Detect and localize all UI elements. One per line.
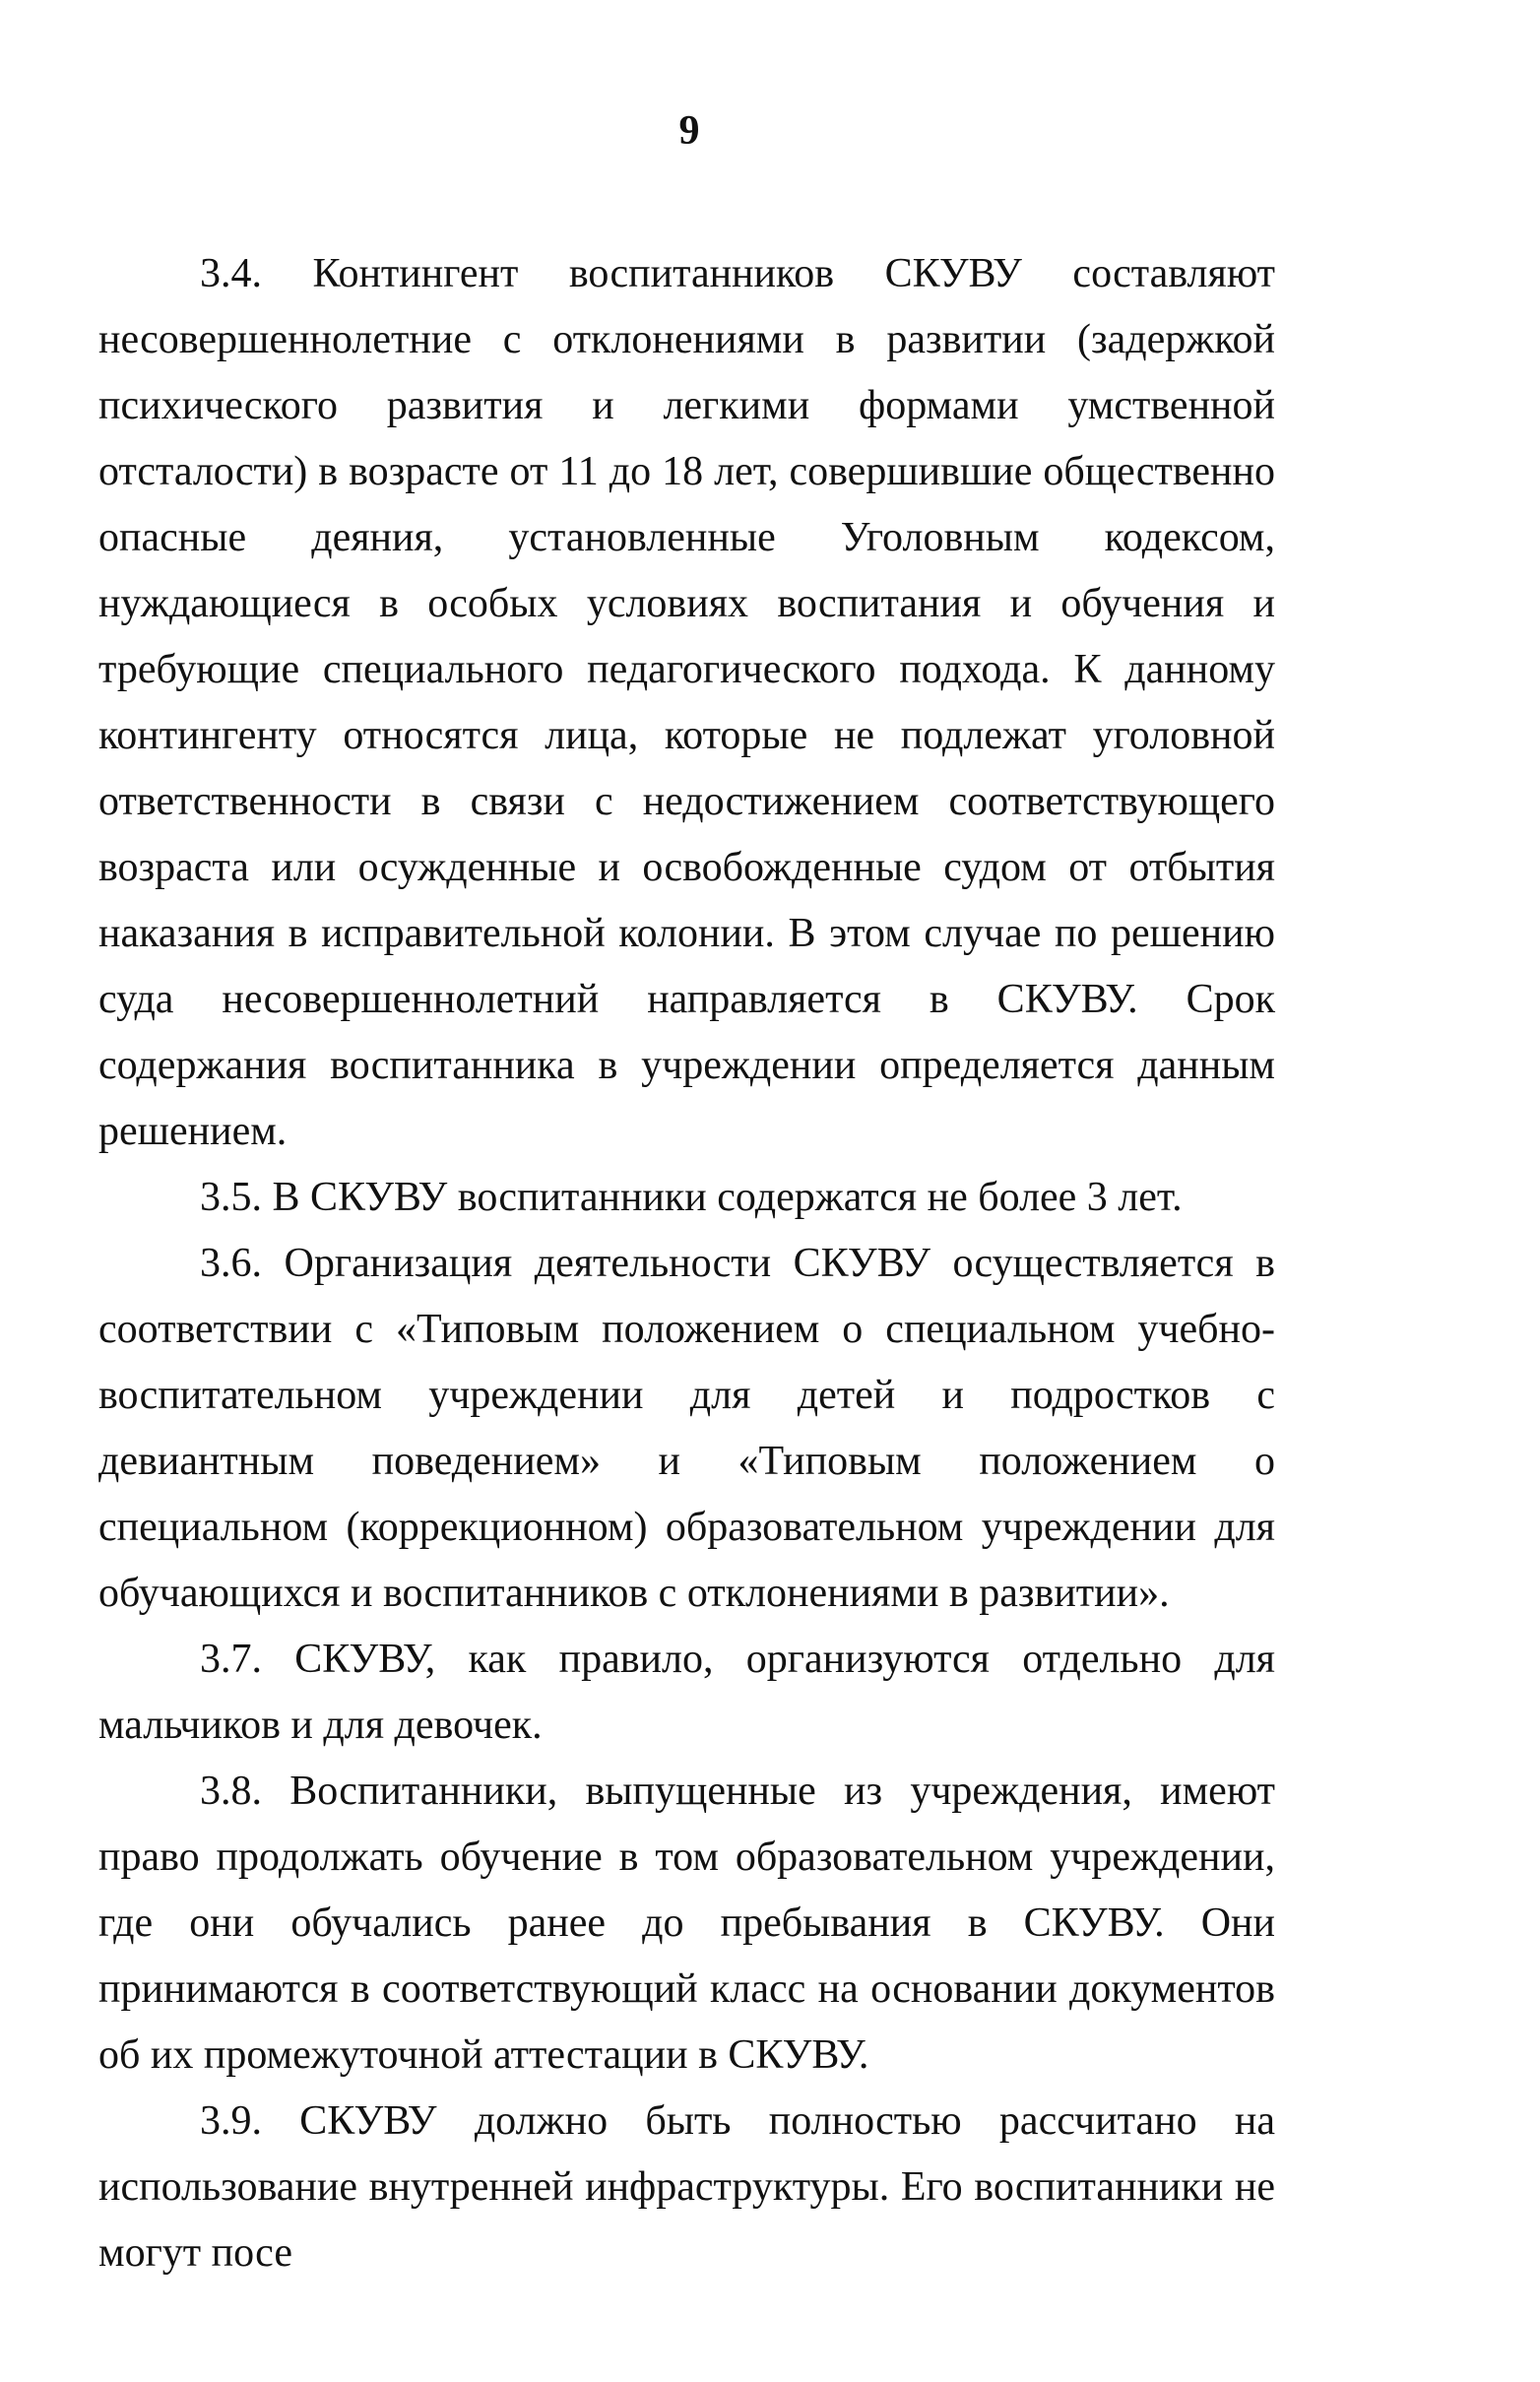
paragraph-3-8: 3.8. Воспитанники, выпущенные из учреждения, имеют право продолжать обучение в том образовательном учреждении, где они обучались ранее до пребывания в СКУВУ. Они принимаются в соответствующий класс на основании документов об их промежуточной аттестации в СКУВУ. <box>98 1769 1275 2078</box>
paragraph-3-7: 3.7. СКУВУ, как правило, организуются отдельно для мальчиков и для девочек. <box>98 1637 1275 1748</box>
document-body <box>98 241 1275 2286</box>
paragraph-3-4: 3.4. Контингент воспитанников СКУВУ составляют несовершеннолетние с отклонениями в развитии (задержкой психического развития и легкими формами умственной отсталости) в возрасте от 11 до 18 лет, совершившие общественно опасные деяния, установленные Уголовным кодексом, нуждающиеся в особых условиях воспитания и обучения и требующие специального педагогического подхода. К данному контингенту относятся лица, которые не подлежат уголовной ответственности в связи с недостижением соответствующего возраста или осужденные и освобожденные судом от отбытия наказания в исправительной колонии. В этом случае по решению суда несовершеннолетний направляется в СКУВУ. Срок содержания воспитанника в учреждении определяется данным решением. <box>98 251 1275 1154</box>
page-number: 9 <box>678 108 700 154</box>
paragraph-3-5: 3.5. В СКУВУ воспитанники содержатся не более 3 лет. <box>200 1175 1183 1220</box>
paragraph-3-9: 3.9. СКУВУ должно быть полностью рассчитано на использование внутренней инфраструктуры. Его воспитанники не могут посе <box>98 2098 1275 2276</box>
paragraph-3-6: 3.6. Организация деятельности СКУВУ осуществляется в соответствии с «Типовым положением о специальном учебно-воспитательном учреждении для детей и подростков с девиантным поведением» и «Типовым положением о специальном (коррекционном) образовательном учреждении для обучающихся и воспитанников с отклонениями в развитии». <box>98 1241 1275 1616</box>
